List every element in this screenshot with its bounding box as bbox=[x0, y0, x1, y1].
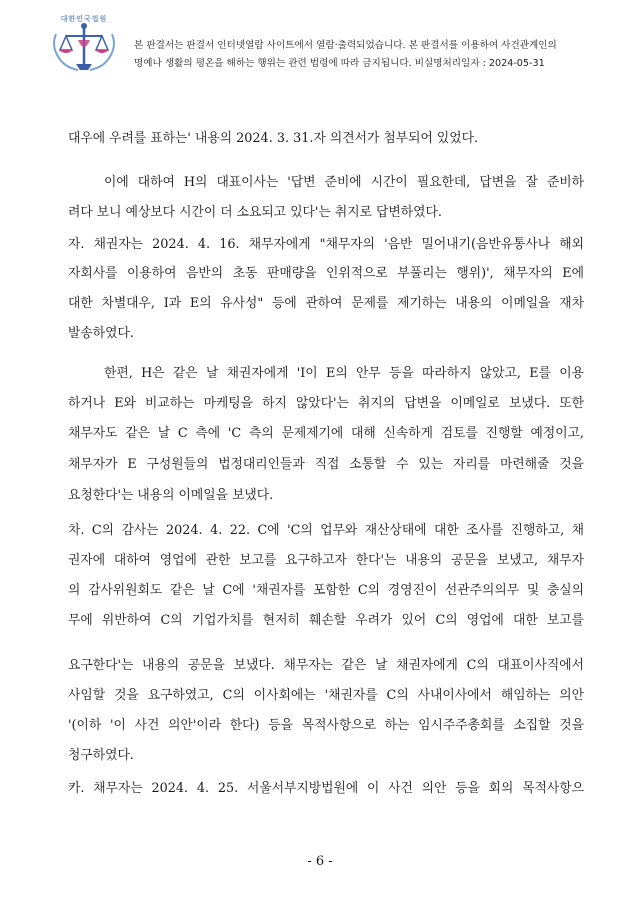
text-line: 카. 채무자는 2024. 4. 25. 서울서부지방법원에 이 사건 의안 등을 회의 목적사항으 bbox=[68, 781, 584, 796]
text-line: 사임할 것을 요구하였고, C의 이사회에는 '채권자를 C의 사내이사에서 해임하는 의안 bbox=[68, 688, 584, 703]
text-line: '(이하 '이 사건 의안'이라 한다) 등을 목적사항으로 하는 임시주주총회를 소집할 것을 bbox=[68, 718, 584, 733]
court-logo-text: 대한민국법원 bbox=[60, 15, 108, 23]
text-line: 이에 대하여 H의 대표이사는 '답변 준비에 시간이 필요한데, 답변을 잘 준비하 bbox=[104, 175, 584, 190]
header-notice-line-2: 명예나 생활의 평온을 해하는 행위는 관련 법령에 따라 금지됩니다. 비실명처리일자 : 2024-05-31 bbox=[134, 58, 545, 69]
text-line: 청구하였다. bbox=[68, 748, 134, 763]
text-line: 채무자가 E 구성원들의 법정대리인들과 직접 소통할 수 있는 자리를 마련해줄 것을 bbox=[68, 457, 584, 472]
text-line: 자회사를 이용하여 음반의 초동 판매량을 인위적으로 부풀리는 행위)', 채무자의 E에 bbox=[68, 266, 584, 281]
text-line: 의 감사위원회도 같은 날 C에 '채권자를 포함한 C의 경영진이 선관주의의무 및 충실의 bbox=[68, 583, 584, 598]
text-line: 려다 보니 예상보다 시간이 더 소요되고 있다'는 취지로 답변하였다. bbox=[68, 205, 442, 220]
text-line: 대한 차별대우, I과 E의 유사성" 등에 관하여 문제를 제기하는 내용의 이메일을 재차 bbox=[68, 296, 584, 311]
text-line: 채무자도 같은 날 C 측에 'C 측의 문제제기에 대해 신속하게 검토를 진행할 예정이고, bbox=[68, 426, 584, 441]
text-line: 하거나 E와 비교하는 마케팅을 하지 않았다'는 취지의 답변을 이메일로 보냈다. 또한 bbox=[68, 396, 584, 411]
text-line: 권자에 대하여 영업에 관한 보고를 요구하고자 한다'는 내용의 공문을 보냈고, 채무자 bbox=[68, 553, 584, 568]
text-line: 자. 채권자는 2024. 4. 16. 채무자에게 "채무자의 '음반 밀어내기(음반유통사나 해외 bbox=[68, 237, 584, 252]
header-notice-line-1: 본 판결서는 판결서 인터넷열람 사이트에서 열람·출력되었습니다. 본 판결서를 이용하여 사건관계인의 bbox=[134, 40, 557, 51]
text-line: 요구한다'는 내용의 공문을 보냈다. 채무자는 같은 날 채권자에게 C의 대표이사직에서 bbox=[68, 658, 584, 673]
text-line: 한편, H은 같은 날 채권자에게 'I이 E의 안무 등을 따라하지 않았고, E를 이용 bbox=[104, 366, 584, 381]
text-line: 발송하였다. bbox=[68, 326, 134, 341]
text-line: 무에 위반하여 C의 기업가치를 현저히 훼손할 우려가 있어 C의 영업에 대한 보고를 bbox=[68, 613, 584, 628]
text-line: 차. C의 감사는 2024. 4. 22. C에 'C의 업무와 재산상태에 대한 조사를 진행하고, 채 bbox=[68, 523, 584, 538]
text-line: 대우에 우려를 표하는' 내용의 2024. 3. 31.자 의견서가 첨부되어 있었다. bbox=[68, 131, 479, 146]
text-line: 요청한다'는 내용의 이메일을 보냈다. bbox=[68, 488, 274, 503]
page-number: - 6 - bbox=[307, 854, 333, 869]
